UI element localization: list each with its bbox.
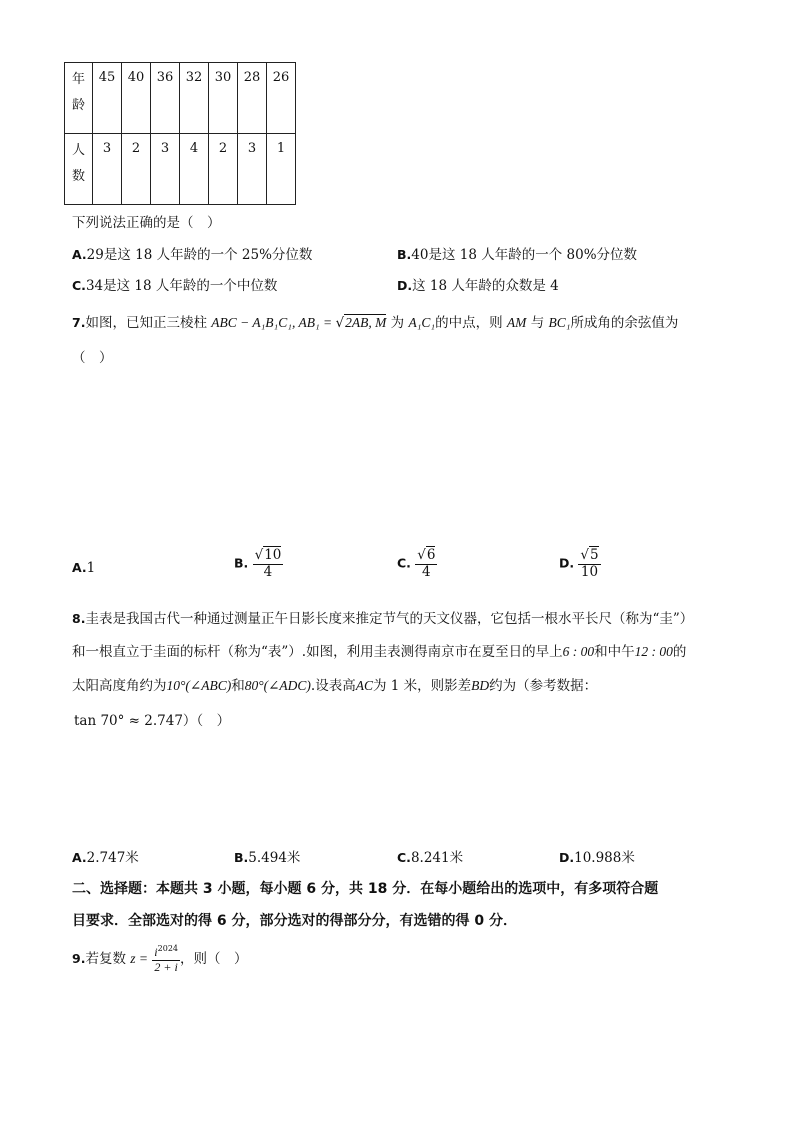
q8-option-d: D.10.988米 — [559, 850, 635, 866]
age-cell: 36 — [151, 63, 180, 134]
q7-paren: （ ） — [72, 350, 113, 366]
count-header-cell: 人 数 — [65, 134, 93, 205]
count-cell: 2 — [209, 134, 238, 205]
q8-line-3: 太阳高度角约为10°(∠ABC)和80°(∠ADC).设表高AC为 1 米，则影差BD约为（参考数据： — [72, 678, 598, 694]
count-cell: 4 — [180, 134, 209, 205]
q8-line-4: tan 70° ≈ 2.747）（ ） — [74, 713, 231, 729]
count-row — [65, 134, 296, 205]
q6-prompt: 下列说法正确的是（ ） — [72, 215, 221, 231]
count-cell: 2 — [122, 134, 151, 205]
age-cell: 45 — [93, 63, 122, 134]
q8-option-b: B.5.494米 — [234, 850, 301, 866]
q7-stem: 7.如图，已知正三棱柱 ABC − A₁B₁C₁, AB₁ = √2AB, M 为 A₁C₁的中点，则 AM 与 BC₁所成角的余弦值为 — [72, 315, 679, 331]
count-cell: 3 — [151, 134, 180, 205]
age-cell: 28 — [238, 63, 267, 134]
q8-line-1: 8.圭表是我国古代一种通过测量正午日影长度来推定节气的天文仪器，它包括一根水平长尺（称为“圭”） — [72, 611, 694, 627]
q6-option-c: C.34是这 18 人年龄的一个中位数 — [72, 278, 278, 294]
q9-stem: 9.若复数 z = $\frac{i^{2024}}{2 + i}$ ，则（ ） — [72, 944, 248, 974]
q7-option-a: A.1 — [72, 560, 96, 576]
q7-option-b: B. $\frac{√10}{4}$ — [234, 547, 282, 580]
q7-option-c: C. $\frac{√6}{4}$ — [397, 547, 436, 580]
q6-option-d: D.这 18 人年龄的众数是 4 — [397, 278, 559, 294]
age-row — [65, 63, 296, 134]
q6-option-a: A.29是这 18 人年龄的一个 25%分位数 — [72, 247, 313, 263]
count-cell: 3 — [93, 134, 122, 205]
age-count-table — [64, 62, 296, 205]
age-cell: 30 — [209, 63, 238, 134]
q7-option-d: D. $\frac{√5}{10}$ — [559, 547, 599, 580]
count-cell: 1 — [267, 134, 296, 205]
q6-option-b: B.40是这 18 人年龄的一个 80%分位数 — [397, 247, 638, 263]
section-2-heading-line-2: 目要求．全部选对的得 6 分，部分选对的得部分分，有选错的得 0 分． — [72, 913, 517, 929]
age-header-cell: 年 龄 — [65, 63, 93, 134]
q8-option-a: A.2.747米 — [72, 850, 139, 866]
section-2-heading-line-1: 二、选择题：本题共 3 小题，每小题 6 分，共 18 分．在每小题给出的选项中，有多项符合题 — [72, 881, 659, 897]
q8-option-c: C.8.241米 — [397, 850, 464, 866]
age-cell: 26 — [267, 63, 296, 134]
q8-line-2: 和一根直立于圭面的标杆（称为“表”）.如图，利用圭表测得南京市在夏至日的早上6 : 00和中午12 : 00的 — [72, 644, 687, 660]
age-cell: 32 — [180, 63, 209, 134]
count-cell: 3 — [238, 134, 267, 205]
age-cell: 40 — [122, 63, 151, 134]
